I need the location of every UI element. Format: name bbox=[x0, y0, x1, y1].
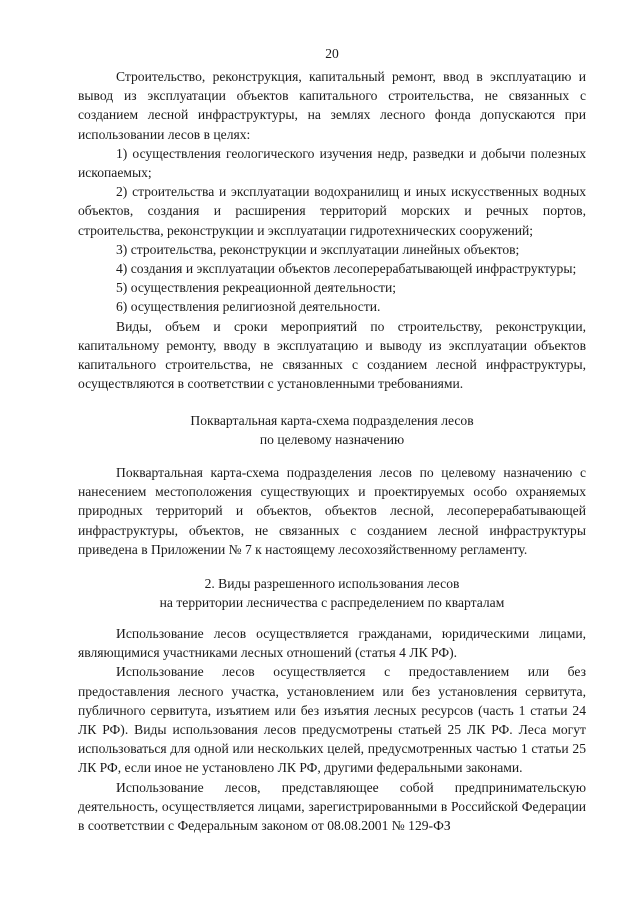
heading-line: Поквартальная карта-схема подразделения лесов bbox=[190, 413, 474, 428]
paragraph: Поквартальная карта-схема подразделения лесов по целевому назначению с нанесением местоположения существующих и проектируемых особо охраняемых природных территорий и объектов, объектов лесной, лесоперерабатывающей инфраструктуры, объектов, не связанных с созданием лесной инфраструктуры приведена в Приложении № 7 к настоящему лесохозяйственному регламенту. bbox=[78, 465, 586, 557]
heading-line: 2. Виды разрешенного использования лесов bbox=[204, 576, 460, 591]
list-item: 5) осуществления рекреационной деятельности; bbox=[116, 280, 397, 296]
list-item: 3) строительства, реконструкции и эксплуатации линейных объектов; bbox=[116, 241, 520, 257]
paragraph: Строительство, реконструкция, капитальный ремонт, ввод в эксплуатацию и вывод из эксплуатации объектов капитального строительства, не связанных с созданием лесной инфраструктуры, на землях лесного фонда допускаются при использовании лесов в целях: bbox=[78, 69, 586, 142]
section-heading-map bbox=[78, 411, 586, 449]
paragraph: Использование лесов осуществляется с предоставлением или без предоставления лесного участка, установлением или без установления сервитута, публичного сервитута, изъятием или без изъятия лесных ресурсов (часть 1 статьи 24 ЛК РФ). Виды использования лесов предусмотрены статьей 25 ЛК РФ. Леса могут использоваться для одной или нескольких целей, предусмотренных частью 1 статьи 25 ЛК РФ, если иное не установлено ЛК РФ, другими федеральными законами. bbox=[78, 664, 586, 776]
list-item: 4) создания и эксплуатации объектов лесоперерабатывающей инфраструктуры; bbox=[116, 261, 577, 277]
paragraph: Виды, объем и сроки мероприятий по строительству, реконструкции, капитальному ремонту, вводу в эксплуатацию и выводу из эксплуатации объектов капитального строительства, не связанных с созданием лесной инфраструктуры, осуществляются в соответствии с установленными требованиями. bbox=[78, 318, 586, 392]
list-item: 1) осуществления геологического изучения недр, разведки и добычи полезных ископаемых; bbox=[78, 145, 586, 181]
list-item: 6) осуществления религиозной деятельности. bbox=[116, 299, 381, 315]
section-map bbox=[78, 463, 586, 559]
section-construction bbox=[78, 67, 586, 393]
heading-line: по целевому назначению bbox=[259, 432, 405, 448]
heading-line: на территории лесничества с распределением по кварталам bbox=[159, 595, 505, 611]
list-item: 2) строительства и эксплуатации водохранилищ и иных искусственных водных объектов, создания и расширения территорий морских и речных портов, строительства, реконструкции и эксплуатации гидротехнических сооружений; bbox=[78, 184, 586, 238]
section-usage bbox=[78, 624, 586, 835]
paragraph: Использование лесов, представляющее собой предпринимательскую деятельность, осуществляется лицами, зарегистрированными в Российской Федерации в соответствии с Федеральным законом от 08.08.2001 № 129-ФЗ bbox=[78, 779, 586, 834]
section-heading-usage bbox=[78, 574, 586, 612]
page-number: 20 bbox=[325, 46, 339, 61]
paragraph: Использование лесов осуществляется гражданами, юридическими лицами, являющимися участниками лесных отношений (статья 4 ЛК РФ). bbox=[78, 626, 586, 661]
